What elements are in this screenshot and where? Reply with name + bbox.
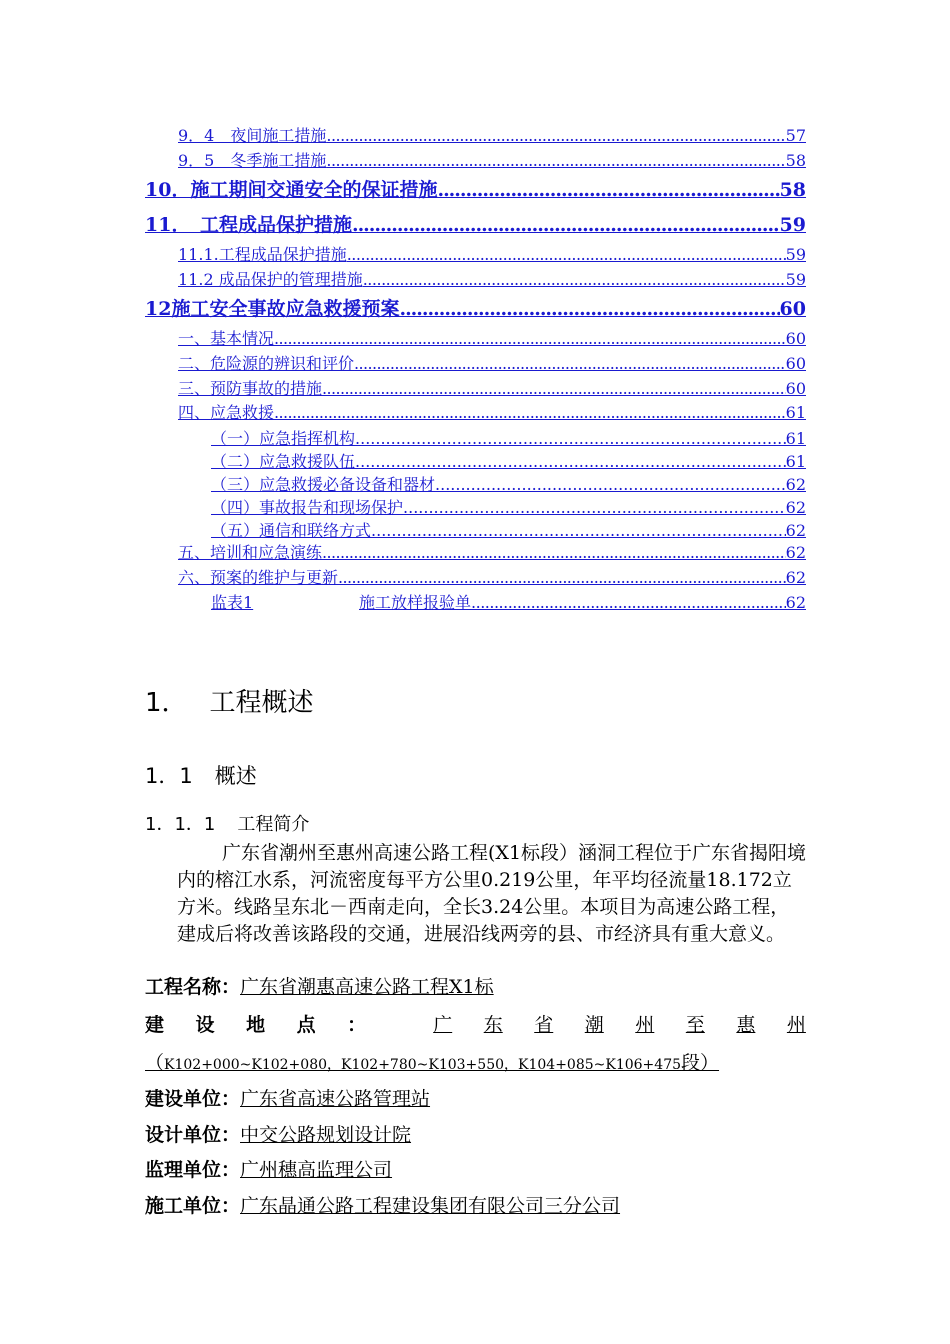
toc-leader-dots	[326, 149, 785, 174]
toc-entry[interactable]	[145, 243, 806, 268]
toc-entry-title: 9．4 夜间施工措施	[178, 126, 327, 145]
toc-entry-title: （四）事故报告和现场保护	[211, 498, 404, 518]
project-name-row	[145, 972, 494, 999]
location-value-char: 广	[433, 1014, 453, 1036]
toc-page-number: 59	[779, 214, 806, 236]
location-spacer	[398, 1010, 402, 1037]
toc-entry-title: 11.2 成品保护的管理措施	[178, 269, 363, 289]
toc-page-number: 57	[785, 126, 806, 145]
toc-leader-dots	[363, 268, 786, 293]
toc-leader-dots	[435, 475, 786, 494]
toc-leader-dots	[347, 243, 786, 268]
toc-leader-dots	[322, 541, 786, 566]
toc-page-number: 59	[785, 245, 806, 264]
loc-open-paren: （	[145, 1052, 165, 1074]
builder-label: 建设单位：	[145, 1088, 241, 1110]
builder-row	[145, 1084, 430, 1111]
toc-entry[interactable]	[145, 518, 806, 541]
toc-leader-dots	[352, 208, 780, 243]
toc-entry-title: （五）通信和联络方式	[211, 521, 372, 541]
toc-entry-title: 11.1.工程成品保护措施	[178, 245, 347, 264]
toc-entry-jianbiao[interactable]	[145, 591, 806, 616]
location-label-char: 点	[296, 1014, 316, 1036]
construction-location-row	[145, 1010, 806, 1037]
toc-leader-dots	[371, 521, 786, 540]
toc-page-number: 59	[785, 269, 806, 289]
toc-entry-title: 三、预防事故的措施	[178, 378, 323, 398]
toc-entry-title: 二、危险源的辨识和评价	[178, 353, 355, 373]
location-value-char: 潮	[584, 1014, 604, 1036]
toc-entry-title: 9．5 冬季施工措施	[178, 150, 327, 170]
toc-entry[interactable]	[145, 449, 806, 472]
toc-entry-title: 10．施工期间交通安全的保证措施	[145, 179, 438, 201]
loc-close: 段）	[681, 1052, 720, 1074]
heading-number: 1．1	[145, 764, 193, 788]
toc-page-number: 61	[785, 429, 806, 449]
toc-entry[interactable]	[145, 292, 806, 327]
intro-paragraph: 广东省潮州至惠州高速公路工程(X1标段）涵洞工程位于广东省揭阳境内的榕江水系，河流密度每平方公里0.219公里，年平均径流量18.172立方米。线路呈东北－西南走向，全长3.24公里。本项目为高速公路工程，建成后将改善该路段的交通，进展沿线两旁的县、市经济具有重大意义。	[177, 842, 807, 945]
location-value-char: 惠	[736, 1014, 756, 1036]
toc-page-number: 61	[785, 452, 806, 472]
location-label-char: 地	[246, 1014, 266, 1036]
toc-entry[interactable]	[145, 566, 806, 591]
toc-leader-dots	[437, 173, 779, 208]
toc-entry[interactable]	[145, 352, 806, 377]
toc-entry[interactable]	[145, 268, 806, 293]
toc-entry[interactable]	[145, 327, 806, 352]
toc-entry-title: （三）应急救援必备设备和器材	[211, 475, 436, 495]
toc-entry[interactable]	[145, 426, 806, 449]
toc-page-number: 62	[785, 592, 806, 612]
toc-page-number: 62	[785, 543, 806, 563]
toc-page-number: 60	[785, 353, 806, 373]
toc-entry[interactable]	[145, 208, 806, 243]
toc-entry[interactable]	[145, 541, 806, 566]
table-of-contents	[145, 124, 806, 615]
section-heading-1-1	[145, 760, 257, 790]
construction-location-detail	[145, 1048, 719, 1075]
supervisor-row	[145, 1155, 392, 1182]
contractor-value: 广东晶通公路工程建设集团有限公司三分公司	[240, 1195, 621, 1217]
location-value-char: 至	[685, 1014, 705, 1036]
toc-leader-dots	[471, 591, 786, 616]
location-value-char: 省	[534, 1014, 554, 1036]
toc-page-number: 62	[785, 567, 806, 587]
designer-row	[145, 1120, 411, 1147]
toc-entry-title: 六、预案的维护与更新	[178, 567, 339, 587]
toc-leader-dots	[338, 566, 786, 591]
toc-entry[interactable]	[145, 377, 806, 402]
toc-entry[interactable]	[145, 401, 806, 426]
toc-entry-title: （一）应急指挥机构	[211, 429, 356, 449]
toc-leader-dots	[274, 327, 786, 352]
toc-entry[interactable]	[145, 149, 806, 174]
heading-number: 1．	[145, 688, 188, 718]
toc-page-number: 60	[779, 298, 806, 320]
toc-entry-title-2: 施工放样报验单	[359, 592, 472, 612]
toc-entry-title: （二）应急救援队伍	[211, 452, 356, 472]
project-name-label: 工程名称：	[145, 976, 241, 998]
toc-entry-title: 12施工安全事故应急救援预案	[145, 298, 400, 320]
toc-leader-dots	[355, 452, 786, 471]
toc-entry-title: 监表1	[211, 592, 254, 612]
contractor-label: 施工单位：	[145, 1195, 241, 1217]
location-label-char: 设	[195, 1014, 215, 1036]
location-label-char: ：	[347, 1014, 367, 1036]
toc-entry-title: 11． 工程成品保护措施	[145, 214, 352, 236]
toc-leader-dots	[322, 377, 786, 402]
section-heading-1-1-1	[145, 810, 309, 836]
toc-entry-title: 四、应急救援	[178, 403, 275, 423]
toc-leader-dots	[274, 401, 786, 426]
toc-entry-title: 一、基本情况	[178, 329, 275, 348]
toc-entry[interactable]	[145, 472, 806, 495]
toc-entry[interactable]	[145, 124, 806, 149]
builder-value: 广东省高速公路管理站	[240, 1088, 431, 1110]
toc-entry[interactable]	[145, 495, 806, 518]
contractor-row	[145, 1191, 620, 1218]
toc-leader-dots	[403, 498, 786, 517]
heading-text: 概述	[214, 764, 257, 788]
toc-leader-dots	[399, 292, 779, 327]
location-value-char: 东	[483, 1014, 503, 1036]
location-value-char: 州	[635, 1014, 655, 1036]
supervisor-label: 监理单位：	[145, 1159, 241, 1181]
toc-page-number: 62	[785, 521, 806, 541]
toc-leader-dots	[355, 429, 786, 448]
toc-page-number: 61	[785, 403, 806, 423]
toc-page-number: 60	[785, 378, 806, 398]
toc-entry[interactable]	[145, 173, 806, 208]
toc-page-number: 60	[785, 329, 806, 348]
toc-leader-dots	[326, 124, 785, 149]
location-label-char: 建	[145, 1014, 165, 1036]
toc-page-number: 58	[785, 150, 806, 170]
designer-label: 设计单位：	[145, 1124, 241, 1146]
loc-detail: K102+000~K102+080，K102+780~K103+550，K104+085~K106+475	[164, 1057, 682, 1073]
toc-page-number: 62	[785, 498, 806, 518]
toc-leader-dots	[354, 352, 786, 377]
toc-entry-title: 五、培训和应急演练	[178, 543, 323, 563]
project-name-value: 广东省潮惠高速公路工程X1标	[240, 976, 494, 998]
heading-number: 1．1．1	[145, 814, 216, 835]
location-value-char: 州	[786, 1014, 806, 1036]
section-heading-1	[145, 682, 314, 719]
toc-page-number: 62	[785, 475, 806, 495]
heading-text: 工程概述	[209, 688, 314, 718]
designer-value: 中交公路规划设计院	[240, 1124, 412, 1146]
heading-text: 工程简介	[237, 814, 310, 835]
toc-page-number: 58	[779, 179, 806, 201]
supervisor-value: 广州穗高监理公司	[240, 1159, 393, 1181]
